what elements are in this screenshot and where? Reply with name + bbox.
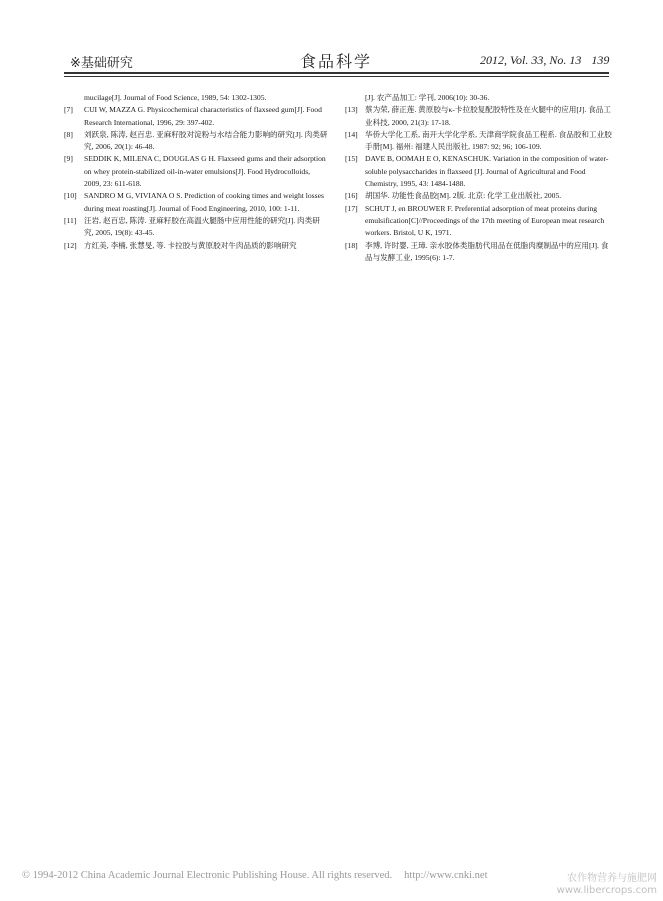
reference-entry [345,190,615,202]
reference-number: [15] [345,154,358,164]
reference-column-right [345,92,615,264]
issue-volume: 2012, Vol. 33, No. 13 [480,53,582,67]
page-header [0,0,663,80]
reference-entry [64,153,329,190]
reference-entry [64,92,329,104]
journal-title: 食品科学 [300,52,373,71]
reference-entry [345,104,615,129]
reference-entry [345,240,615,265]
reference-text: CUI W, MAZZA G. Physicochemical characteristics of flaxseed gum[J]. Food Research International, 1996, 29: 397-402. [84,105,322,127]
reference-text: 汪岩, 赵百忠, 陈涛. 亚麻籽胶在高温火腿肠中应用性能的研究[J]. 肉类研究, 2005, 19(8): 43-45. [84,215,320,238]
reference-text: SANDRO M G, VIVIANA O S. Prediction of cooking times and weight losses during meat roasting[J]. Journal of Food Engineering, 2010, 100: 1-11. [84,191,324,213]
reference-entry [345,92,615,104]
issue-info [480,53,609,68]
watermark-text: 农作物营养与施肥网 [567,873,657,884]
reference-number: [10] [64,191,77,201]
reference-text: [J]. 农产品加工: 学刊, 2006(10): 30-36. [365,93,490,102]
reference-number: [12] [64,240,77,250]
watermark-url: www.libercrops.com [556,885,657,896]
reference-text: 方红美, 李楠, 张慧旻, 等. 卡拉胶与黄原胶对牛肉品质的影响研究 [84,240,297,250]
watermark [557,873,657,897]
header-rule-thin [64,76,609,77]
reference-number: [8] [64,129,73,139]
section-label: ※基础研究 [70,56,133,71]
reference-number: [7] [64,105,73,115]
reference-number: [14] [345,129,358,139]
reference-text: 李博, 许时婴, 王璋. 亲水胶体类脂肪代用品在低脂肉糜制品中的应用[J]. 食品与发酵工业, 1995(6): 1-7. [365,240,609,262]
reference-entry [64,240,329,252]
reference-text: 刘跃泉, 陈涛, 赵百忠. 亚麻籽胶对淀粉与水结合能力影响的研究[J]. 肉类研究, 2006, 20(1): 46-48. [84,129,328,152]
reference-text: mucilage[J]. Journal of Food Science, 1989, 54: 1302-1305. [84,93,267,102]
reference-number: [16] [345,191,358,201]
reference-number: [13] [345,105,358,115]
cnki-url[interactable]: http://www.cnki.net [404,870,488,881]
reference-text: SCHUT J, en BROUWER F. Preferential adsorption of meat proteins during emulsification[C]//Proceedings of the 17th meeting of European meat research workers. Bristol, U K, 1971. [365,203,605,238]
reference-number: [18] [345,240,358,250]
reference-entry [345,153,615,190]
reference-text: 蔡为荣, 薛正莲. 黄原胶与κ-卡拉胶复配胶特性及在火腿中的应用[J]. 食品工业科技, 2000, 21(3): 17-18. [365,105,611,127]
reference-entry [64,190,329,215]
reference-entry [345,203,615,240]
reference-number: [17] [345,203,358,213]
reference-text: 华侨大学化工系, 南开大学化学系, 天津商学院食品工程系. 食品胶和工业胶手册[M]. 福州: 福建人民出版社, 1987: 92; 96; 106-109. [365,129,612,152]
reference-entry [345,129,615,154]
reference-text: 胡国华. 功能性食品胶[M]. 2版. 北京: 化学工业出版社, 2005. [365,191,562,201]
header-rule-thick [64,72,609,74]
reference-text: SEDDIK K, MILENA C, DOUGLAS G H. Flaxseed gums and their adsorption on whey protein-stabilized oil-in-water emulsions[J]. Food Hydrocolloids, 2009, 23: 611-618. [84,154,326,189]
reference-entry [64,104,329,129]
copyright-notice: © 1994-2012 China Academic Journal Electronic Publishing House. All rights reserved. [22,870,393,881]
reference-column-left [64,92,329,252]
reference-entry [64,129,329,154]
reference-number: [9] [64,154,73,164]
reference-number: [11] [64,215,77,225]
reference-entry [64,215,329,240]
page-number: 139 [591,53,610,67]
reference-text: DAVE B, OOMAH E O, KENASCHUK. Variation in the composition of water-soluble polysaccharides in flaxseed [J]. Journal of Agricultural and Food Chemistry, 1995, 43: 1484-1488. [365,154,609,189]
